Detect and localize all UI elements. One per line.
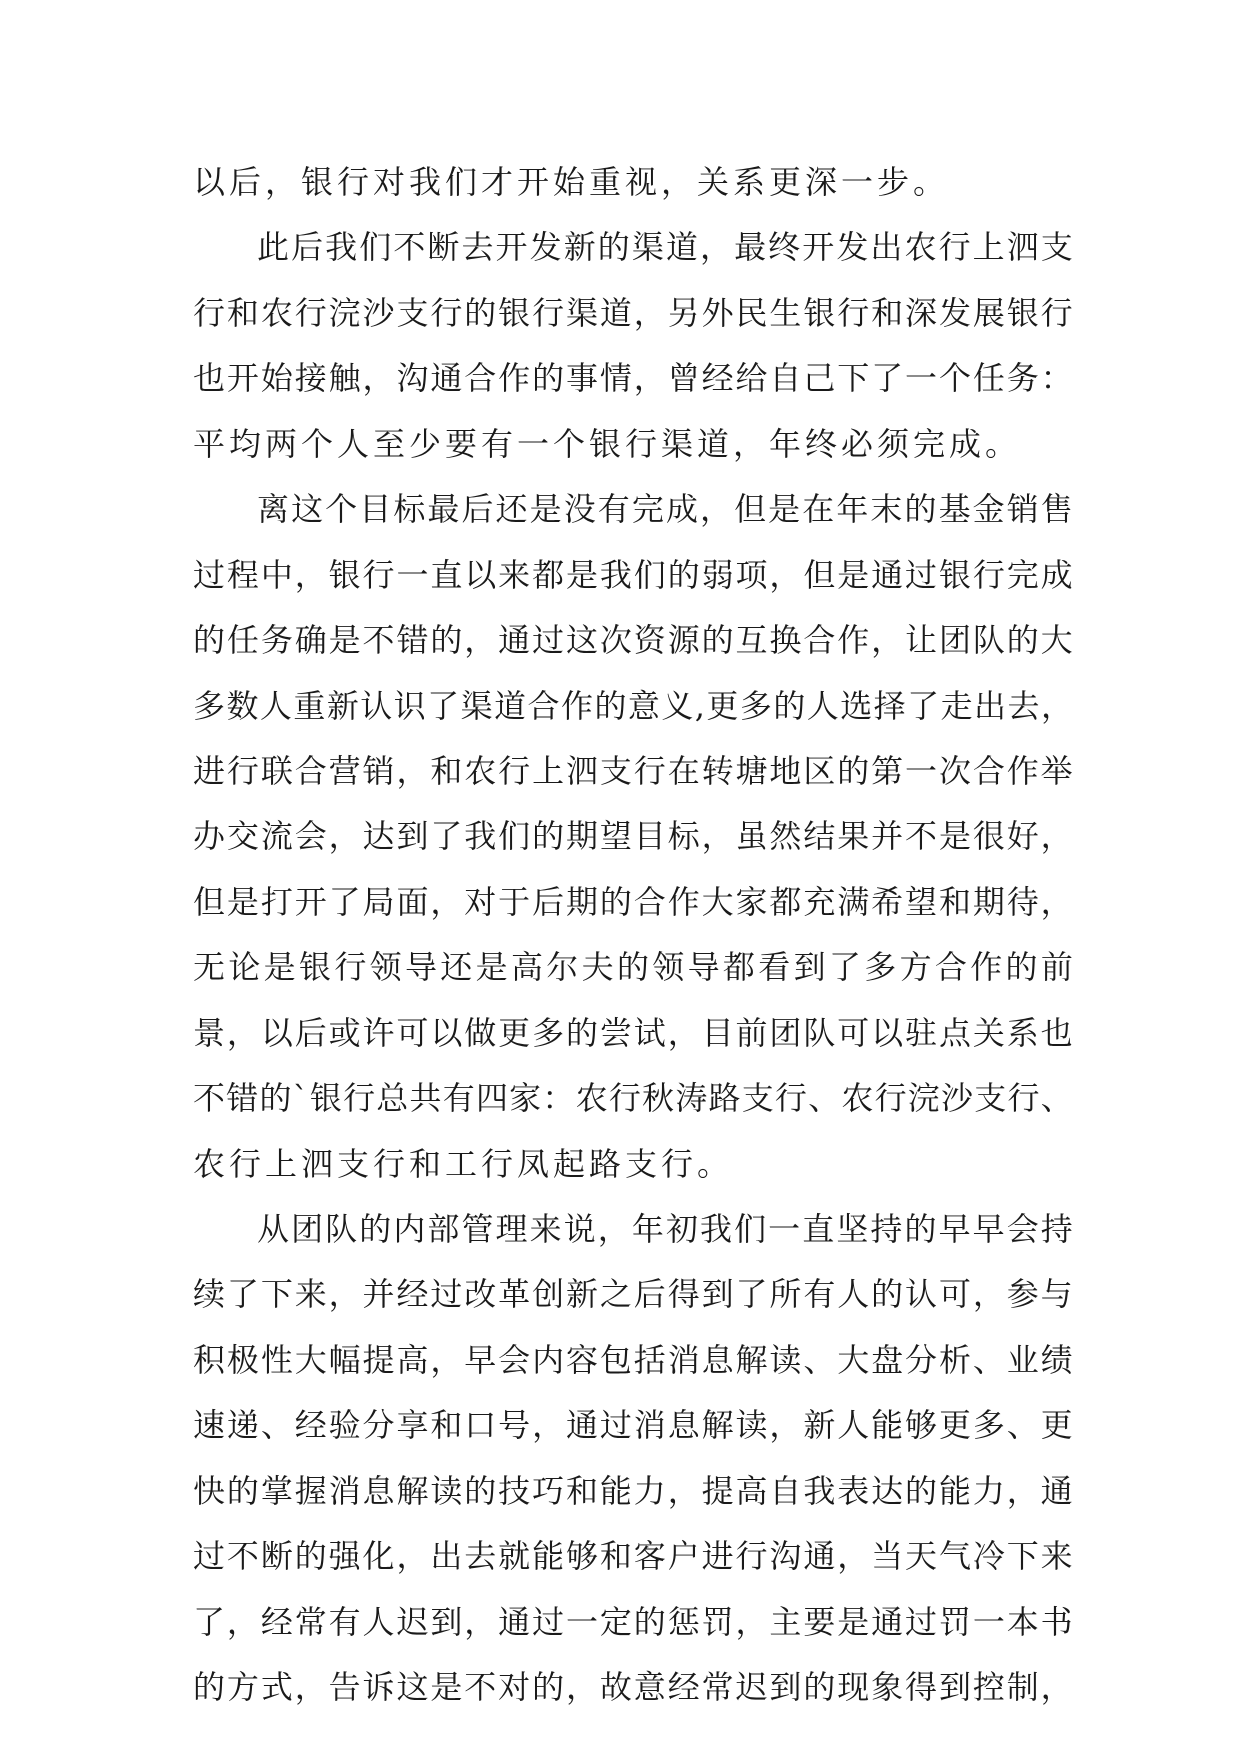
text-line: 过 不 断 的 强 化 ， 出 去 就 能 够 和 客 户 进 行 沟 通 ， 当 天 气 冷 下 来 (193, 1537, 1073, 1576)
paragraph-first-line: 离 这 个 目 标 最 后 还 是 没 有 完 成 ， 但 是 在 年 末 的 基 金 销 售 (257, 490, 1073, 529)
document-body (193, 150, 1073, 1721)
text-line: 以后，银行对我们才开始重视，关系更深一步。 (193, 163, 950, 201)
text-line: 进 行 联 合 营 销 ， 和 农 行 上 泗 支 行 在 转 塘 地 区 的 第 一 次 合 作 举 (193, 751, 1073, 790)
paragraph-first-line: 此 后 我 们 不 断 去 开 发 新 的 渠 道 ， 最 终 开 发 出 农 行 上 泗 支 (257, 228, 1073, 267)
text-line: 的 方 式 ， 告 诉 这 是 不 对 的 ， 故 意 经 常 迟 到 的 现 象 得 到 控 制 ， (193, 1668, 1073, 1707)
text-line: 多 数 人 重 新 认 识 了 渠 道 合 作 的 意 义 , 更 多 的 人 选 择 了 走 出 去 ， (193, 686, 1073, 725)
text-line: 农行上泗支行和工行凤起路支行。 (193, 1144, 734, 1183)
text-line: 行 和 农 行 浣 沙 支 行 的 银 行 渠 道 ， 另 外 民 生 银 行 和 深 发 展 银 行 (193, 293, 1073, 332)
text-line: 积 极 性 大 幅 提 高 ， 早 会 内 容 包 括 消 息 解 读 、 大 盘 分 析 、 业 绩 (193, 1340, 1073, 1379)
text-line: 速 递 、 经 验 分 享 和 口 号 ， 通 过 消 息 解 读 ， 新 人 能 够 更 多 、 更 (193, 1406, 1073, 1445)
text-line: 了 ， 经 常 有 人 迟 到 ， 通 过 一 定 的 惩 罚 ， 主 要 是 通 过 罚 一 本 书 (193, 1602, 1073, 1641)
text-line: 办 交 流 会 ， 达 到 了 我 们 的 期 望 目 标 ， 虽 然 结 果 并 不 是 很 好 ， (193, 817, 1073, 856)
text-line: 景 ， 以 后 或 许 可 以 做 更 多 的 尝 试 ， 目 前 团 队 可 以 驻 点 关 系 也 (193, 1013, 1073, 1052)
text-line: 平均两个人至少要有一个银行渠道，年终必须完成。 (193, 424, 1022, 463)
text-line: 不 错 的 ` 银 行 总 共 有 四 家 ： 农 行 秋 涛 路 支 行 、 农 行 浣 沙 支 行 、 (193, 1079, 1073, 1118)
text-line: 但 是 打 开 了 局 面 ， 对 于 后 期 的 合 作 大 家 都 充 满 希 望 和 期 待 ， (193, 882, 1073, 921)
text-line: 无 论 是 银 行 领 导 还 是 高 尔 夫 的 领 导 都 看 到 了 多 方 合 作 的 前 (193, 948, 1073, 987)
text-line: 也 开 始 接 触 ， 沟 通 合 作 的 事 情 ， 曾 经 给 自 己 下 了 一 个 任 务 ： (193, 359, 1073, 398)
text-line: 续 了 下 来 ， 并 经 过 改 革 创 新 之 后 得 到 了 所 有 人 的 认 可 ， 参 与 (193, 1275, 1073, 1314)
text-line: 的 任 务 确 是 不 错 的 ， 通 过 这 次 资 源 的 互 换 合 作 ， 让 团 队 的 大 (193, 621, 1073, 660)
text-line: 快 的 掌 握 消 息 解 读 的 技 巧 和 能 力 ， 提 高 自 我 表 达 的 能 力 ， 通 (193, 1471, 1073, 1510)
text-line: 过 程 中 ， 银 行 一 直 以 来 都 是 我 们 的 弱 项 ， 但 是 通 过 银 行 完 成 (193, 555, 1073, 594)
paragraph-first-line: 从 团 队 的 内 部 管 理 来 说 ， 年 初 我 们 一 直 坚 持 的 早 早 会 持 (257, 1210, 1073, 1248)
